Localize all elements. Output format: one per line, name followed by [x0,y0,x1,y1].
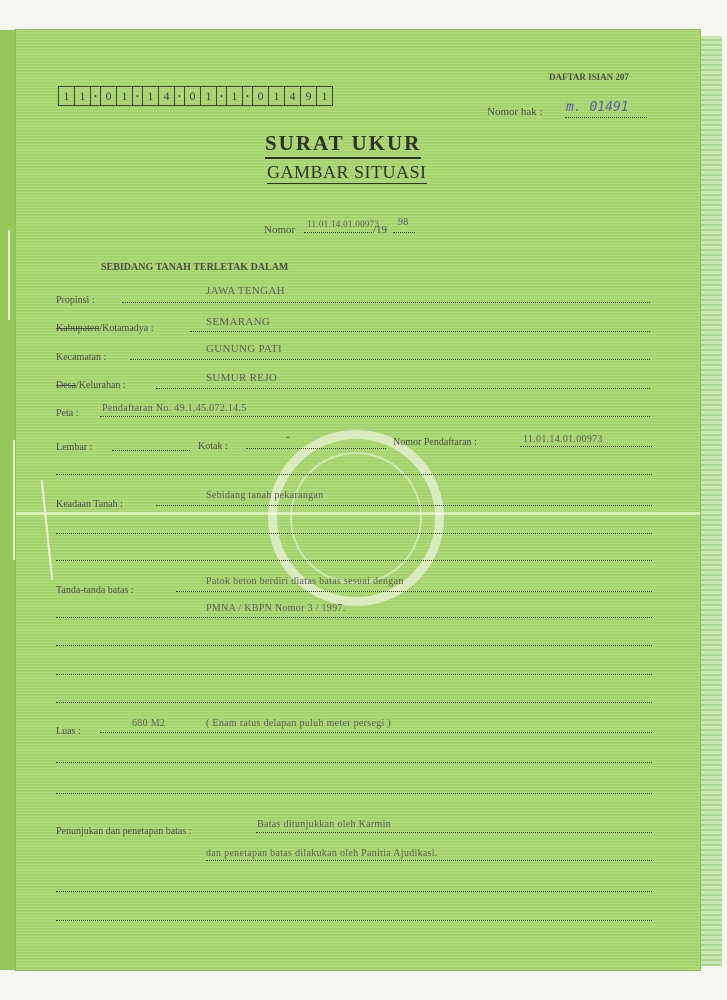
luas-words: ( Enam ratus delapan puluh meter persegi ) [206,718,392,729]
dotted-line [256,832,652,833]
luas-label: Luas : [56,726,81,737]
code-digit: 1 [269,87,285,105]
binding-thread [13,440,15,560]
code-digit: 4 [285,87,301,105]
kotak-value: - [286,431,290,443]
document-subtitle: GAMBAR SITUASI [267,162,427,182]
nomor-year: 98 [398,217,409,228]
dotted-line [56,645,652,646]
peta-value: Pendaftaran No. 49.1.45.072.14.5 [102,403,247,414]
kotamadya-value: SEMARANG [206,316,271,328]
kotamadya-label: /Kotamadya : [99,323,154,334]
code-digit: 1 [59,87,75,105]
dotted-line [122,302,650,303]
lembar-label: Lembar : [56,442,93,453]
code-separator: · [217,87,227,105]
code-digit: 4 [159,87,175,105]
dotted-line [56,920,652,921]
section-heading: SEBIDANG TANAH TERLETAK DALAM [101,262,289,273]
keadaan-tanah-label: Keadaan Tanah : [56,499,123,510]
kelurahan-value: SUMUR REJO [206,372,278,384]
code-digit: 0 [101,87,117,105]
kecamatan-value: GUNUNG PATI [206,343,282,355]
penunjukan-label: Penunjukan dan penetapan batas : [56,826,192,837]
kotak-label: Kotak : [198,441,228,452]
code-digit: 1 [117,87,133,105]
dotted-line [156,505,652,506]
kelurahan-label: /Kelurahan : [76,380,126,391]
form-name: DAFTAR ISIAN 207 [549,72,629,82]
code-separator: · [243,87,253,105]
nomor-hak-label: Nomor hak : [487,106,543,118]
dotted-line [304,232,372,233]
nomor-value: 11.01.14.01.00973 [307,219,380,229]
code-separator: · [91,87,101,105]
propinsi-label: Propinsi : [56,295,95,306]
nomor-pendaftaran-value: 11.01.14.01.00973 [523,434,603,445]
nomor-hak-value: m. 01491 [566,100,629,115]
binding-thread [8,230,10,320]
dotted-line [393,232,415,233]
kotamadya-label-row [56,323,153,334]
dotted-line [56,702,652,703]
dotted-line [56,474,652,475]
document-title: SURAT UKUR [265,131,421,159]
kecamatan-label: Kecamatan : [56,352,107,363]
dotted-line [100,732,652,733]
code-separator: · [175,87,185,105]
dotted-line [56,674,652,675]
dotted-line [56,762,652,763]
code-digit: 1 [321,88,328,103]
dotted-line [130,359,650,360]
dotted-line [176,591,652,592]
dotted-line [156,388,650,389]
nomor-year-prefix: /19 [373,224,388,236]
luas-value: 680 M2 [132,718,166,729]
dotted-line [206,860,652,861]
nomor-pendaftaran-label: Nomor Pendaftaran : [393,437,477,448]
nomor-label: Nomor [264,224,296,236]
keadaan-tanah-value: Sebidang tanah pekarangan [206,490,324,501]
seal-stamp-inner [290,452,422,584]
peta-label: Peta : [56,408,79,419]
dotted-line [246,448,386,449]
tanda-batas-value-1: Patok beton berdiri diatas batas sesuai dengan [206,576,404,587]
certificate-code-boxes [58,86,333,106]
code-digit: 1 [143,87,159,105]
code-digit: 1 [75,87,91,105]
tanda-batas-value-2: PMNA / KBPN Nomor 3 / 1997. [206,603,346,614]
penunjukan-value-1: Batas ditunjukkan oleh Karmin [257,819,391,830]
page-edge [700,36,722,966]
dotted-line [112,450,190,451]
tanda-batas-label: Tanda-tanda batas : [56,585,134,596]
kelurahan-label-row [56,380,126,391]
propinsi-value: JAWA TENGAH [206,285,285,297]
dotted-line [190,331,650,332]
penunjukan-value-2: dan penetapan batas dilakukan oleh Panitia Ajudikasi. [206,848,438,859]
code-digit: 1 [201,87,217,105]
dotted-line [56,533,652,534]
code-digit: 9 [301,87,317,105]
code-digit: 1 [227,87,243,105]
kabupaten-struck: Kabupaten [56,323,100,334]
desa-struck: Desa [56,380,76,391]
code-digit: 0 [185,87,201,105]
dotted-line [56,617,652,618]
dotted-line [565,117,647,118]
dotted-line [520,446,652,447]
dotted-line [100,416,650,417]
dotted-line [56,891,652,892]
code-separator: · [133,87,143,105]
dotted-line [56,560,652,561]
dotted-line [56,793,652,794]
code-digit: 0 [253,87,269,105]
